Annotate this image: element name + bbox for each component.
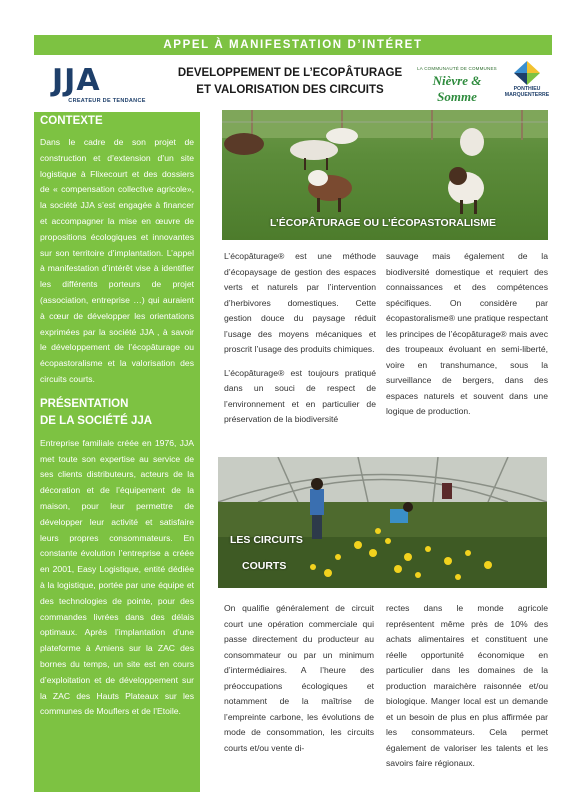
page-title-line2: ET VALORISATION DES CIRCUITS bbox=[196, 84, 384, 96]
ecopaturage-col1 bbox=[224, 249, 376, 428]
ecopaturage-col2-p1: sauvage mais également de la biodiversité domestique et requiert des connaissances et des compétences spécifiques. On considère par écopastoralisme® une pratique respectant les principes de l’écopâturage® mais avec des troupeaux évoluant en semi-liberté, voire en transhumance, sous la surveillance de bergers, dans des espaces naturels et souvent dans une logique de production. bbox=[386, 251, 548, 416]
ecopaturage-col1-p2: L’écopâturage® est toujours pratiqué dans un souci de respect de l’environnement et en particulier de préservation de la biodiversité bbox=[224, 367, 376, 424]
circuits-col2 bbox=[386, 601, 548, 772]
nievre-somme-logo bbox=[412, 66, 502, 104]
ponthieu-emblem-icon bbox=[512, 60, 542, 86]
ponthieu-logo-line2: MARQUENTERRE bbox=[504, 92, 550, 98]
header-banner: APPEL À MANIFESTATION D’INTÉRET bbox=[34, 35, 552, 55]
circuits-col1 bbox=[224, 601, 374, 756]
circuits-photo-caption bbox=[230, 527, 303, 579]
contexte-text: Dans le cadre de son projet de construction et d’extension d’un site logistique à Flixecourt et des dossiers de « compensation collective agricole», la société JJA s’est engagée à financer et accompagner la mise en œuvre de propositions écologiques et innovantes sur son territoire d’implantation. L’appel à manifestation d’intérêt vise à identifier les différents porteurs de projet (association, entreprise …) qui auraient à cœur de développer les orientations exprimées par la société JJA , à savoir le développement de l’écopâturage ou écopastoralisme et la valorisation des circuits courts. bbox=[40, 137, 194, 384]
nievre-somme-logo-name: Nièvre & Somme bbox=[432, 73, 482, 104]
presentation-heading-line1: PRÉSENTATION bbox=[40, 397, 129, 410]
circuits-col1-text: On qualifie généralement de circuit court une opération commerciale qui passe directement du producteur au consommateur ou par un minimum d’intermédiaires. A l’heure des préoccupations écologiques et notamment de la maîtrise de l’empreinte carbone, les évolutions de mode de consommation, les circuits courts et/ou vente di- bbox=[224, 603, 374, 753]
presentation-heading-line2: DE LA SOCIÉTÉ JJA bbox=[40, 414, 153, 427]
nievre-somme-logo-small: LA COMMUNAUTÉ DE COMMUNES bbox=[417, 66, 497, 71]
page-title-line1: DEVELOPPEMENT DE L’ECOPÂTURAGE bbox=[177, 67, 403, 79]
circuits-col2-text: rectes dans le monde agricole représentent même près de 10% des achats alimentaires et constituent une réelle opportunité économique en particulier dans les domaines de la production maraichère raisonnée et/ou biologique. Manger local est un demande et un besoin de plus en plus affirmée par les consommateurs. Cela permet également de valoriser les talents et les savoirs faire régionaux. bbox=[386, 603, 548, 768]
ponthieu-marquenterre-logo bbox=[503, 60, 551, 106]
page-title bbox=[170, 65, 410, 99]
jja-logo bbox=[52, 63, 162, 108]
presentation-heading bbox=[40, 396, 194, 430]
jja-logo-tagline: CREATEUR DE TENDANCE bbox=[68, 98, 146, 104]
ponthieu-logo-line1: PONTHIEU bbox=[513, 86, 541, 92]
goats-photo bbox=[222, 110, 548, 240]
ecopaturage-col1-p1: L’écopâturage® est une méthode d’écopaysage de gestion des espaces verts et naturels par l’intervention d’herbivores domestiques. Cette gestion douce du paysage réduit l’usage des moyens mécaniques et proscrit l’usage des produits chimiques. bbox=[224, 251, 376, 354]
jja-logo-text: JJA bbox=[52, 63, 101, 98]
contexte-heading: CONTEXTE bbox=[40, 115, 103, 127]
presentation-text: Entreprise familiale créée en 1976, JJA met toute son expertise au service de ses clients distributeurs, acteurs de la décoration et de l’équipement de la maison, pour leur permettre de développer leur activité et satisfaire leurs propres consommateurs. En constante évolution l’entreprise a créée en 2001, Easy Logistique, entité dédiée à la logistique, portée par une équipe et des technologies de pointe, pour des commandes livrées dans des délais optimaux. Après l’implantation d’une plateforme à Amiens sur la ZAC des bornes du temps, un site est en cours d’exploitation et de développement sur la ZAC des Hauts Plateaux sur les communes de Mouflers et de l’Etoile. bbox=[40, 437, 194, 717]
circuits-photo-caption-line2: COURTS bbox=[242, 560, 287, 572]
ecopaturage-photo-caption: L’ÉCOPÂTURAGE OU L’ÉCOPASTORALISME bbox=[270, 217, 496, 229]
circuits-photo-caption-line1: LES CIRCUITS bbox=[230, 534, 303, 546]
greenhouse-photo bbox=[218, 457, 547, 588]
ecopaturage-col2 bbox=[386, 249, 548, 420]
left-sidebar bbox=[34, 112, 200, 792]
